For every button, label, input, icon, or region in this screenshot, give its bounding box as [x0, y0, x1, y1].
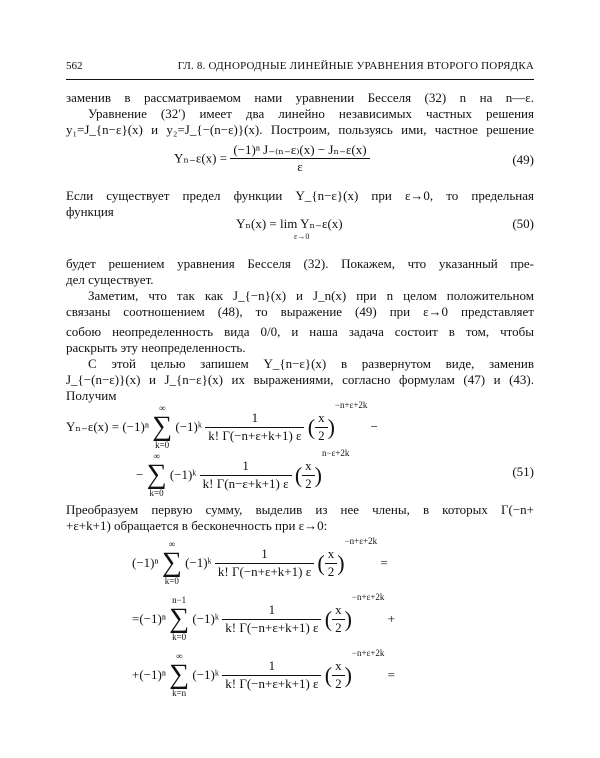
sign-prefix: (−1)ⁿ [132, 554, 159, 570]
fraction-numerator: x [335, 602, 342, 618]
summation-sign: ∞ ∑ k=n [169, 651, 190, 699]
eq49-lhs: Yₙ₋ε(x) = [174, 150, 228, 166]
sum-upper-limit: ∞ [175, 651, 183, 662]
fraction-denominator: 2 [302, 475, 315, 492]
half-x-fraction [332, 602, 345, 636]
equation-label: (50) [512, 216, 534, 231]
text-line: функция [66, 204, 114, 219]
fraction-numerator: 1 [261, 546, 268, 562]
exponent: −n+ε+2k [351, 648, 385, 658]
eq-y-lhs: Yₙ₋ε(x) = (−1)ⁿ [66, 418, 149, 434]
text-line: будет решением уравнения Бесселя (32). Покажем, что указанный пре- [66, 256, 534, 271]
summation-sign: ∞ ∑ k=0 [161, 539, 182, 587]
term-fraction [205, 410, 304, 444]
eq50-body: Yₙ(x) = lim Yₙ₋ε(x) [236, 216, 343, 231]
half-x-fraction [302, 458, 315, 492]
transform-line-2: =(−1)ⁿ n−1 ∑ k=0 (−1)ᵏ $\frac{1}{k! \Gamma(-n+\varepsilon+k+1) \varepsilon}$ ( $\frac{x}{2}$ )$^{-n+\varepsilon+2k}$ + [132, 592, 395, 643]
equation-49 [66, 142, 534, 175]
text-line: Заметим, что так как J_{−n}(x) и J_n(x) при n целом положительном [88, 288, 534, 303]
sum-lower-limit: k=0 [155, 440, 170, 451]
page-number: 562 [66, 60, 83, 72]
term-fraction [222, 658, 321, 692]
equation-50 [66, 216, 534, 246]
minus-sign: − [370, 418, 378, 434]
summation-sign: n−1 ∑ k=0 [169, 595, 190, 643]
term-sign: (−1)ᵏ [192, 666, 219, 682]
header-rule [66, 79, 534, 80]
fraction-numerator: 1 [251, 410, 259, 426]
sum-upper-limit: ∞ [158, 403, 166, 414]
fraction-numerator: 1 [268, 658, 276, 674]
equation-label: (51) [512, 464, 534, 479]
exponent: −n+ε+2k [344, 536, 378, 546]
term-fraction [215, 546, 314, 580]
transform-line-1: (−1)ⁿ ∞ ∑ k=0 (−1)ᵏ $\frac{1}{k! \Gamma(-n+\varepsilon+k+1) \varepsilon}$ ( $\frac{x}{2}$ )$^{-n+\varepsilon+2k}$ = [132, 536, 388, 587]
sum-lower-limit: k=0 [149, 488, 164, 499]
equation-51-line-1: Yₙ₋ε(x) = (−1)ⁿ ∞ ∑ k=0 (−1)ᵏ $\frac{1}{k! \Gamma(-n+\varepsilon+k+1) \varepsilon}$ ( $\frac{x}{2}$ )$^{-n+\varepsilon+2k}$ − [66, 400, 378, 451]
fraction-denominator: k! Γ(−n+ε+k+1) ε [215, 563, 314, 580]
text-line: +ε+k+1) обращается в бесконечность при ε→0: [66, 518, 328, 533]
text-line: С этой целью запишем Y_{n−ε}(x) в развернутом виде, заменив [88, 356, 534, 371]
exponent: −n+ε+2k [351, 592, 385, 602]
fraction-denominator: 2 [332, 619, 345, 636]
fraction-numerator: x [318, 410, 325, 426]
fraction-denominator: 2 [325, 563, 338, 580]
half-x-fraction [332, 658, 345, 692]
text-line: собою неопределенность вида 0/0, и наша задача состоит в том, чтобы [66, 324, 534, 339]
fraction-numerator: 1 [268, 602, 276, 618]
eq49-denominator: ε [230, 158, 369, 175]
chapter-title: ГЛ. 8. ОДНОРОДНЫЕ ЛИНЕЙНЫЕ УРАВНЕНИЯ ВТОРОГО ПОРЯДКА [177, 60, 534, 72]
text-line: связаны соотношением (48), то выражение (49) при ε→0 представляет [66, 304, 534, 319]
exponent: −n+ε+2k [334, 400, 368, 410]
equation-51-line-2: − ∞ ∑ k=0 (−1)ᵏ $\frac{1}{k! \Gamma(n-\varepsilon+k+1) \varepsilon}$ ( $\frac{x}{2}$ )$^{n-\varepsilon+2k}$ (51) [136, 448, 534, 499]
transform-line-3: +(−1)ⁿ ∞ ∑ k=n (−1)ᵏ $\frac{1}{k! \Gamma(-n+\varepsilon+k+1) \varepsilon}$ ( $\frac{x}{2}$ )$^{-n+\varepsilon+2k}$ = [132, 648, 395, 699]
text-line: Преобразуем первую сумму, выделив из нее члены, в которых Γ(−n+ [66, 502, 534, 517]
equation-label: (49) [512, 152, 534, 167]
fraction-numerator: x [305, 458, 312, 474]
text-line: Уравнение (32′) имеет два линейно независимых частных решения [88, 106, 534, 121]
summation-sign: ∞ ∑ k=0 [146, 451, 167, 499]
sum-upper-limit: ∞ [153, 451, 160, 462]
eq49-fraction [230, 142, 369, 176]
fraction-numerator: x [327, 546, 335, 562]
sum-lower-limit: k=0 [164, 576, 179, 587]
fraction-denominator: k! Γ(−n+ε+k+1) ε [205, 427, 304, 444]
plus-sign: + [387, 610, 395, 626]
text-line: Получим [66, 388, 117, 403]
fraction-denominator: k! Γ(n−ε+k+1) ε [200, 475, 292, 492]
term-sign: (−1)ᵏ [185, 554, 212, 570]
document-page [66, 0, 534, 758]
fraction-numerator: 1 [242, 458, 249, 474]
summation-sign: ∞ ∑ k=0 [152, 403, 173, 451]
minus-sign: − [136, 466, 144, 482]
text-line: J_{−(n−ε)}(x) и J_{n−ε}(x) их выражениями, согласно формулам (47) и (43). [66, 372, 534, 387]
sign-prefix: +(−1)ⁿ [132, 666, 166, 682]
sum-lower-limit: k=n [172, 688, 187, 699]
fraction-denominator: k! Γ(−n+ε+k+1) ε [222, 619, 321, 636]
term-fraction [200, 458, 292, 492]
equals-sign: = [380, 554, 388, 570]
text-line: y₁=J_{n−ε}(x) и y₂=J_{−(n−ε)}(x). Построим, пользуясь ими, частное решение [66, 122, 534, 137]
fraction-denominator: 2 [332, 675, 345, 692]
term-sign: (−1)ᵏ [175, 418, 202, 434]
sum-upper-limit: n−1 [172, 595, 187, 606]
exponent: n−ε+2k [321, 448, 350, 458]
eq50-limit-sub: ε→0 [294, 232, 310, 242]
text-line: Если существует предел функции Y_{n−ε}(x) при ε→0, то предельная [66, 188, 534, 203]
sign-prefix: =(−1)ⁿ [132, 610, 166, 626]
term-sign: (−1)ᵏ [192, 610, 219, 626]
sum-upper-limit: ∞ [168, 539, 176, 550]
term-fraction [222, 602, 321, 636]
fraction-denominator: k! Γ(−n+ε+k+1) ε [222, 675, 321, 692]
half-x-fraction [325, 546, 338, 580]
text-line: дел существует. [66, 272, 154, 287]
equals-sign: = [387, 666, 395, 682]
running-header [66, 60, 534, 76]
sum-lower-limit: k=0 [172, 632, 187, 643]
fraction-numerator: x [335, 658, 342, 674]
text-line: раскрыть эту неопределенность. [66, 340, 246, 355]
half-x-fraction [315, 410, 328, 444]
text-line: заменив в рассматриваемом нами уравнении Бесселя (32) n на n—ε. [66, 90, 534, 105]
term-sign: (−1)ᵏ [169, 466, 197, 482]
eq49-numerator: (−1)ⁿ J₋₍ₙ₋ε₎(x) − Jₙ₋ε(x) [233, 142, 367, 157]
fraction-denominator: 2 [315, 427, 328, 444]
